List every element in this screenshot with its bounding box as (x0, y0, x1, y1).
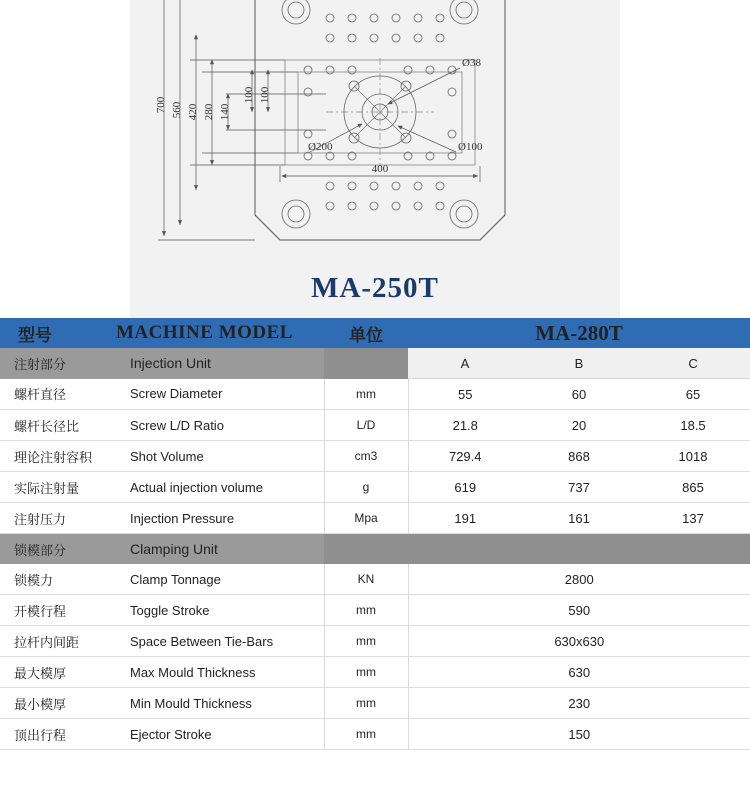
column-label-b: B (522, 348, 636, 379)
header-model-cn: 型号 (0, 318, 116, 348)
table-row (0, 626, 750, 657)
column-label-a: A (408, 348, 522, 379)
section-row-clamping (0, 534, 750, 565)
row-unit: Mpa (324, 503, 408, 534)
row-value: 2800 (408, 564, 750, 595)
row-en: Clamp Tonnage (116, 564, 324, 595)
section-injection-unit-cell (324, 348, 408, 379)
row-en: Ejector Stroke (116, 719, 324, 750)
row-cn: 拉杆内间距 (0, 626, 116, 657)
column-label-c: C (636, 348, 750, 379)
row-value-b: 60 (522, 379, 636, 410)
table-row (0, 379, 750, 410)
row-cn: 锁模力 (0, 564, 116, 595)
svg-text:420: 420 (187, 103, 199, 121)
row-value-b: 161 (522, 503, 636, 534)
svg-text:560: 560 (171, 101, 183, 119)
row-unit: mm (324, 379, 408, 410)
section-clamping-unit-cell (324, 534, 408, 565)
row-en: Max Mould Thickness (116, 657, 324, 688)
table-row (0, 595, 750, 626)
table-row (0, 564, 750, 595)
row-en: Toggle Stroke (116, 595, 324, 626)
row-cn: 最大模厚 (0, 657, 116, 688)
svg-text:Ø200: Ø200 (308, 141, 333, 153)
row-value-c: 18.5 (636, 410, 750, 441)
table-row (0, 657, 750, 688)
row-value: 630 (408, 657, 750, 688)
row-en: Actual injection volume (116, 472, 324, 503)
header-unit: 单位 (324, 318, 408, 348)
row-en: Injection Pressure (116, 503, 324, 534)
row-unit: mm (324, 688, 408, 719)
table-row (0, 410, 750, 441)
row-en: Shot Volume (116, 441, 324, 472)
specification-table-wrap (0, 318, 750, 750)
row-value-b: 868 (522, 441, 636, 472)
svg-text:280: 280 (203, 103, 215, 121)
row-unit: KN (324, 564, 408, 595)
table-row (0, 472, 750, 503)
section-row-injection (0, 348, 750, 379)
svg-text:Ø100: Ø100 (458, 141, 483, 153)
table-row (0, 441, 750, 472)
row-unit: mm (324, 657, 408, 688)
row-unit: L/D (324, 410, 408, 441)
section-clamping-en: Clamping Unit (116, 534, 324, 565)
svg-text:400: 400 (371, 163, 389, 175)
section-injection-cn: 注射部分 (0, 348, 116, 379)
row-value: 630x630 (408, 626, 750, 657)
row-value-c: 865 (636, 472, 750, 503)
section-injection-en: Injection Unit (116, 348, 324, 379)
row-value-c: 1018 (636, 441, 750, 472)
row-value-a: 55 (408, 379, 522, 410)
row-value-a: 191 (408, 503, 522, 534)
row-cn: 螺杆直径 (0, 379, 116, 410)
svg-text:700: 700 (155, 96, 167, 114)
svg-text:Ø38: Ø38 (462, 57, 481, 69)
row-en: Screw Diameter (116, 379, 324, 410)
row-unit: mm (324, 719, 408, 750)
table-row (0, 688, 750, 719)
row-cn: 开模行程 (0, 595, 116, 626)
row-value-c: 137 (636, 503, 750, 534)
mould-drawing-section (0, 0, 750, 318)
row-value: 590 (408, 595, 750, 626)
row-en: Min Mould Thickness (116, 688, 324, 719)
table-row (0, 503, 750, 534)
model-caption: MA-250T (311, 272, 439, 304)
platen-technical-drawing (130, 0, 620, 300)
row-en: Space Between Tie-Bars (116, 626, 324, 657)
row-value: 230 (408, 688, 750, 719)
row-value-b: 737 (522, 472, 636, 503)
row-cn: 注射压力 (0, 503, 116, 534)
row-cn: 顶出行程 (0, 719, 116, 750)
row-unit: g (324, 472, 408, 503)
header-model-en: MACHINE MODEL (116, 318, 324, 348)
svg-text:140: 140 (219, 103, 231, 121)
specification-table (0, 318, 750, 750)
row-value: 150 (408, 719, 750, 750)
row-unit: mm (324, 626, 408, 657)
section-clamping-value-cell (408, 534, 750, 565)
row-unit: mm (324, 595, 408, 626)
row-value-a: 21.8 (408, 410, 522, 441)
table-header-row (0, 318, 750, 348)
row-cn: 理论注射容积 (0, 441, 116, 472)
row-cn: 螺杆长径比 (0, 410, 116, 441)
section-clamping-cn: 锁模部分 (0, 534, 116, 565)
header-model-value: MA-280T (408, 318, 750, 348)
row-cn: 最小模厚 (0, 688, 116, 719)
table-row (0, 719, 750, 750)
row-value-a: 619 (408, 472, 522, 503)
row-cn: 实际注射量 (0, 472, 116, 503)
row-value-b: 20 (522, 410, 636, 441)
svg-text:100: 100 (243, 86, 255, 104)
row-unit: cm3 (324, 441, 408, 472)
row-en: Screw L/D Ratio (116, 410, 324, 441)
svg-text:100: 100 (259, 86, 271, 104)
row-value-a: 729.4 (408, 441, 522, 472)
row-value-c: 65 (636, 379, 750, 410)
